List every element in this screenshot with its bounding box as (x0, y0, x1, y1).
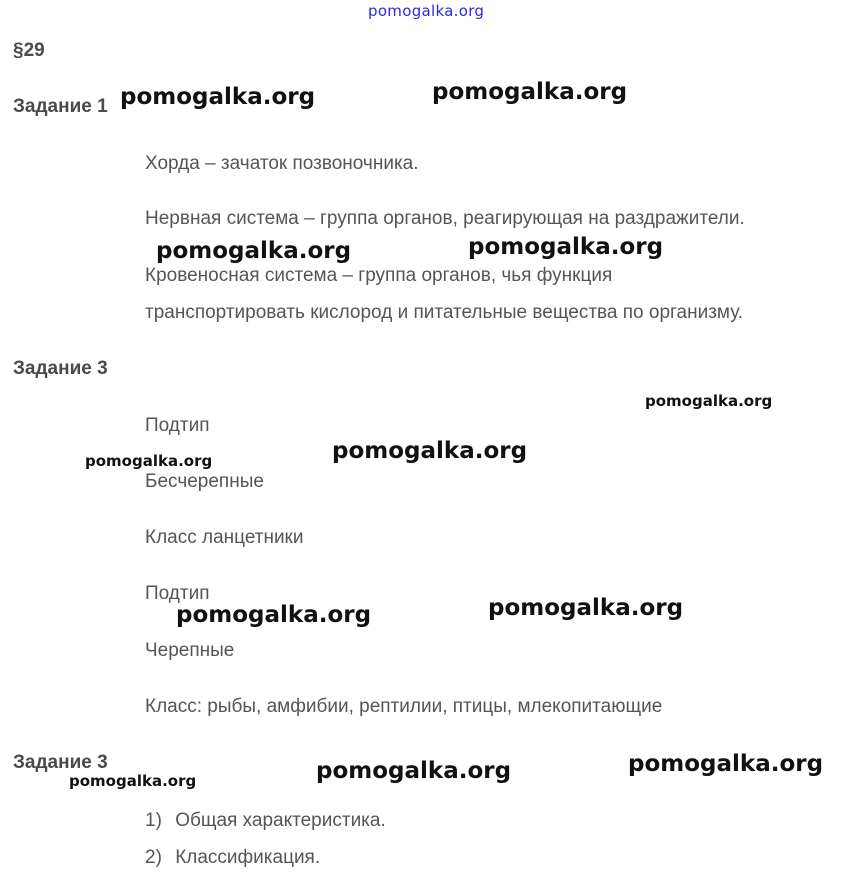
task3b-item-2 (145, 847, 320, 869)
task3-heading: Задание 3 (13, 358, 108, 379)
item-number: 1) (145, 810, 162, 831)
item-number: 2) (145, 847, 162, 868)
task3-line-1: Подтип (145, 415, 210, 436)
watermark: pomogalka.org (628, 751, 824, 777)
task3-line-3: Класс ланцетники (145, 527, 304, 548)
task3b-item-1 (145, 810, 386, 832)
header-watermark-link[interactable]: pomogalka.org (368, 2, 485, 20)
watermark: pomogalka.org (120, 84, 316, 110)
task1-line-1: Хорда – зачаток позвоночника. (145, 153, 419, 174)
watermark: pomogalka.org (69, 772, 197, 790)
task1-line-4: транспортировать кислород и питательные вещества по организму. (145, 302, 744, 323)
watermark: pomogalka.org (432, 79, 628, 105)
task3-line-5: Черепные (145, 640, 235, 661)
watermark: pomogalka.org (488, 595, 684, 621)
task3-line-6: Класс: рыбы, амфибии, рептилии, птицы, млекопитающие (145, 696, 663, 717)
item-text: Классификация. (175, 847, 321, 868)
task1-line-2: Нервная система – группа органов, реагирующая на раздражители. (145, 208, 745, 229)
watermark: pomogalka.org (645, 392, 773, 410)
watermark: pomogalka.org (332, 438, 528, 464)
task1-heading: Задание 1 (13, 96, 108, 117)
section-number: §29 (13, 40, 45, 61)
task1-line-3: Кровеносная система – группа органов, чья функция (145, 265, 613, 286)
item-text: Общая характеристика. (175, 810, 386, 831)
watermark: pomogalka.org (85, 452, 213, 470)
watermark: pomogalka.org (176, 602, 372, 628)
task3-line-4: Подтип (145, 583, 210, 604)
task3-line-2: Бесчерепные (145, 471, 264, 492)
watermark: pomogalka.org (156, 238, 352, 264)
watermark: pomogalka.org (468, 234, 664, 260)
task3b-heading: Задание 3 (13, 752, 108, 773)
watermark: pomogalka.org (316, 758, 512, 784)
